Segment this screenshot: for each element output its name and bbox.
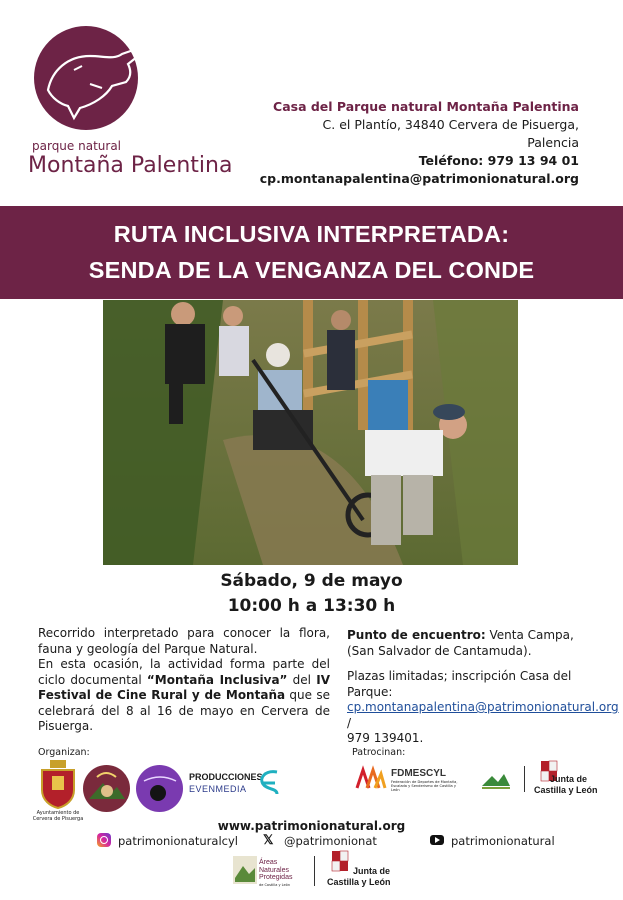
red-line-2: Naturales xyxy=(259,866,289,874)
meeting-place: Venta Campa, xyxy=(485,628,574,642)
x-icon[interactable]: 𝕏 xyxy=(263,832,274,847)
banner-line-2: SENDA DE LA VENGANZA DEL CONDE xyxy=(88,257,535,283)
x-handle[interactable]: @patrimonionat xyxy=(284,834,377,848)
fdmescyl-name: FDMESCYL xyxy=(391,768,446,779)
junta-sponsor-line-1: Junta de xyxy=(550,774,588,784)
description-p1: Recorrido interpretado para conocer la flora, fauna y geología del Parque Natural. xyxy=(38,626,330,656)
logo-title: Montaña Palentina xyxy=(28,153,233,178)
junta-logo-footer xyxy=(323,850,403,890)
fdmescyl-subtitle: Federación de Deportes de Montaña, Escalada y Senderismo de Castilla y León xyxy=(391,780,458,792)
meeting-label: Punto de encuentro: xyxy=(347,628,486,642)
registration-email-link[interactable]: cp.montanapalentina@patrimonionatural.org xyxy=(347,700,619,714)
junta-footer-line-1: Junta de xyxy=(353,866,391,876)
fdmescyl-logo xyxy=(353,764,463,794)
plazas-text: Plazas limitadas; inscripción Casa del Parque: xyxy=(347,669,572,699)
sponsors-label: Patrocinan: xyxy=(352,747,406,758)
event-date: Sábado, 9 de mayo xyxy=(220,571,403,591)
desc-text-c: del xyxy=(287,672,317,687)
meeting-place-2: (San Salvador de Cantamuda). xyxy=(347,643,532,658)
red-line-1: Áreas xyxy=(259,859,278,866)
desc-text-e: que se celebrará del 8 al 16 de mayo en Cervera de Pisuerga. xyxy=(38,688,330,733)
red-natural-mini-icon xyxy=(478,766,514,794)
registration-contact xyxy=(347,700,619,731)
event-photo xyxy=(103,300,518,565)
mountain-club-logo xyxy=(83,765,130,812)
ayuntamiento-name: Ayuntamiento de Cervera de Pisuerga xyxy=(32,810,84,822)
areas-naturales-logo xyxy=(233,854,305,888)
junta-sponsor-line-2: Castilla y León xyxy=(534,785,598,795)
desc-festival-name: IV Festival de Cine Rural y de Montaña xyxy=(38,672,330,702)
organizers-label: Organizan: xyxy=(38,747,90,758)
meeting-point xyxy=(347,628,612,644)
event-time: 10:00 h a 13:30 h xyxy=(227,596,396,616)
contact-address: C. el Plantío, 34840 Cervera de Pisuerga, xyxy=(322,117,579,132)
instagram-icon[interactable] xyxy=(97,833,111,847)
junta-logo-sponsor xyxy=(534,760,614,796)
desc-cycle-name: “Montaña Inclusiva” xyxy=(146,672,288,687)
red-line-3: Protegidas xyxy=(259,874,293,881)
areas-naturales-name xyxy=(259,859,292,882)
contact-block xyxy=(260,98,579,188)
website-link[interactable]: www.patrimonionatural.org xyxy=(217,819,406,833)
separator: / xyxy=(347,715,352,730)
evenmedia-line-1: PRODUCCIONES xyxy=(189,772,263,782)
registration-phone: 979 139401. xyxy=(347,731,424,745)
title-banner xyxy=(0,206,623,299)
bear-logo-icon xyxy=(34,26,138,130)
sponsor-divider xyxy=(524,766,525,792)
logo-subtitle: parque natural xyxy=(32,139,122,153)
contact-city: Palencia xyxy=(527,135,579,150)
banner-line-1: RUTA INCLUSIVA INTERPRETADA: xyxy=(113,221,510,247)
areas-naturales-sub: de Castilla y León xyxy=(259,883,291,887)
meeting-info xyxy=(347,628,619,747)
footer-divider xyxy=(314,856,315,886)
contact-email[interactable]: cp.montanapalentina@patrimonionatural.org xyxy=(259,171,579,186)
youtube-icon[interactable] xyxy=(430,835,444,845)
evenmedia-line-2: EVENMEDIA xyxy=(189,784,247,794)
inclusive-group-logo xyxy=(136,765,183,812)
junta-footer-line-2: Castilla y León xyxy=(327,877,391,887)
instagram-handle[interactable]: patrimonionaturalcyl xyxy=(118,834,238,848)
desc-text-a: En esta ocasión, la actividad forma parte del ciclo documental xyxy=(38,657,330,687)
description-p2 xyxy=(38,657,330,735)
event-description xyxy=(38,626,330,735)
ayuntamiento-logo xyxy=(32,760,84,822)
contact-phone: Teléfono: 979 13 94 01 xyxy=(418,153,579,168)
park-logo xyxy=(28,22,248,182)
evenmedia-logo xyxy=(189,768,284,800)
contact-title: Casa del Parque natural Montaña Palentina xyxy=(273,99,579,114)
youtube-handle[interactable]: patrimonionatural xyxy=(451,834,555,848)
